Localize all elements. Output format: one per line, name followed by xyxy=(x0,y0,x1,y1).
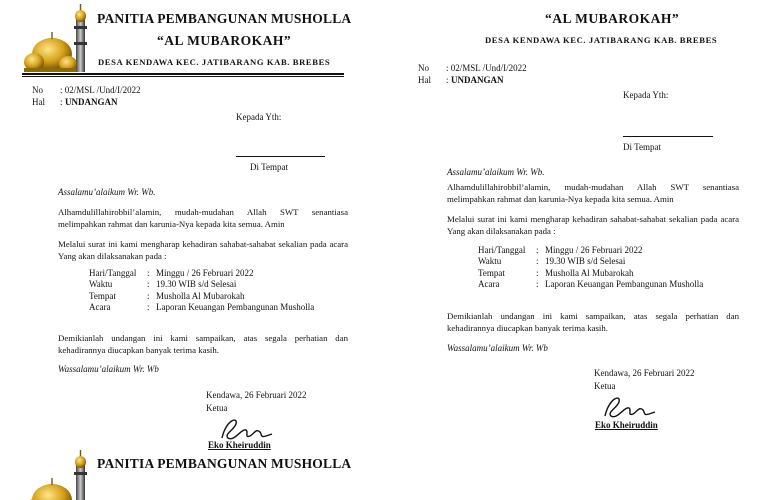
paragraph-opening: Alhamdulillahirobbil’alamin, mudah-mudahan Allah SWT senantiasa melimpahkan rahmat dan karunia-Nya kepada kita semua. Amin xyxy=(58,207,348,229)
paragraph-invitation: Melalui surat ini kami mengharap kehadiran sahabat-sahabat sekalian pada acara Yang akan dilaksanakan pada : xyxy=(447,214,739,236)
detail-colon: : xyxy=(147,268,150,278)
detail-label: Hari/Tanggal xyxy=(478,245,526,255)
hal-label: Hal xyxy=(32,97,45,107)
detail-value: Minggu / 26 Februari 2022 xyxy=(545,245,643,255)
event-details xyxy=(89,268,314,314)
sign-date: Kendawa, 26 Februari 2022 xyxy=(206,390,307,400)
signer-name: Eko Kheiruddin xyxy=(208,440,271,450)
header-address: DESA KENDAWA KEC. JATIBARANG KAB. BREBES xyxy=(98,57,331,67)
paragraph-invitation: Melalui surat ini kami mengharap kehadiran sahabat-sahabat sekalian pada acara Yang akan dilaksanakan pada : xyxy=(58,239,348,261)
detail-row xyxy=(478,268,703,279)
place-label: Di Tempat xyxy=(623,142,661,152)
recipient-line xyxy=(236,156,325,157)
header-rule xyxy=(22,73,344,77)
sign-role: Ketua xyxy=(594,381,616,391)
detail-row xyxy=(89,302,314,313)
header-address: DESA KENDAWA KEC. JATIBARANG KAB. BREBES xyxy=(485,35,718,45)
paragraph-opening: Alhamdulillahirobbil’alamin, mudah-mudahan Allah SWT senantiasa melimpahkan rahmat dan karunia-Nya kepada kita semua. Amin xyxy=(447,182,739,204)
detail-colon: : xyxy=(536,267,539,278)
detail-label: Hari/Tanggal xyxy=(89,268,137,278)
detail-value: Minggu / 26 Februari 2022 xyxy=(156,268,254,278)
sign-date: Kendawa, 26 Februari 2022 xyxy=(594,368,695,378)
detail-colon: : xyxy=(147,290,150,301)
detail-colon: : xyxy=(536,256,539,267)
no-value: : 02/MSL /Und/I/2022 xyxy=(446,63,527,73)
hal-colon: : xyxy=(60,97,63,107)
no-label: No xyxy=(32,85,43,95)
paragraph-closing: Demikianlah undangan ini kami sampaikan, atas segala perhatian dan kehadirannya diucapkan banyak terima kasih. xyxy=(58,333,348,355)
detail-label: Acara xyxy=(478,279,500,290)
detail-row xyxy=(478,279,703,290)
detail-value: Musholla Al Mubarokah xyxy=(545,267,634,278)
mosque-logo-icon xyxy=(24,4,96,72)
hal-value: UNDANGAN xyxy=(65,97,118,107)
detail-row xyxy=(89,291,314,302)
hal-label: Hal xyxy=(418,75,431,85)
detail-row xyxy=(89,268,314,279)
detail-label: Tempat xyxy=(478,267,505,278)
detail-colon: : xyxy=(147,279,150,290)
detail-colon: : xyxy=(536,245,539,255)
event-details xyxy=(478,245,703,291)
recipient-line xyxy=(623,136,713,137)
hal-colon: : xyxy=(446,75,449,85)
no-value: : 02/MSL /Und/I/2022 xyxy=(60,85,141,95)
salam-closing: Wassalamu’alaikum Wr. Wb xyxy=(447,343,548,353)
letter-sheet-right xyxy=(385,0,768,500)
detail-value: Musholla Al Mubarokah xyxy=(156,290,245,301)
hal-value: UNDANGAN xyxy=(451,75,504,85)
detail-value: 19.30 WIB s/d Selesai xyxy=(545,256,626,267)
place-label: Di Tempat xyxy=(250,162,288,172)
header-org: PANITIA PEMBANGUNAN MUSHOLLA xyxy=(97,11,352,26)
detail-label: Acara xyxy=(89,302,111,313)
header-name: “AL MUBAROKAH” xyxy=(157,33,292,48)
detail-label: Waktu xyxy=(478,256,502,267)
signature-mark xyxy=(599,392,657,422)
paragraph-closing: Demikianlah undangan ini kami sampaikan, atas segala perhatian dan kehadirannya diucapkan banyak terima kasih. xyxy=(447,311,739,333)
greeting: Assalamu’alaikum Wr. Wb. xyxy=(447,167,545,177)
header-name: “AL MUBAROKAH” xyxy=(545,11,680,26)
detail-value: 19.30 WIB s/d Selesai xyxy=(156,279,237,290)
greeting: Assalamu’alaikum Wr. Wb. xyxy=(58,187,156,197)
detail-value: Laporan Keuangan Pembangunan Musholla xyxy=(545,279,704,290)
detail-label: Tempat xyxy=(89,290,116,301)
detail-row xyxy=(478,256,703,267)
header-org-copy: PANITIA PEMBANGUNAN MUSHOLLA xyxy=(97,456,352,471)
recipient-label: Kepada Yth: xyxy=(236,112,282,122)
detail-colon: : xyxy=(536,279,539,290)
detail-value: Laporan Keuangan Pembangunan Musholla xyxy=(156,302,315,313)
detail-row xyxy=(89,279,314,290)
detail-colon: : xyxy=(147,302,150,313)
no-label: No xyxy=(418,63,429,73)
signer-name: Eko Kheiruddin xyxy=(595,420,658,430)
detail-label: Waktu xyxy=(89,279,113,290)
salam-closing: Wassalamu’alaikum Wr. Wb xyxy=(58,364,159,374)
sign-role: Ketua xyxy=(206,403,228,413)
recipient-label: Kepada Yth: xyxy=(623,90,669,100)
mosque-logo-icon xyxy=(24,450,96,500)
detail-row xyxy=(478,245,703,256)
